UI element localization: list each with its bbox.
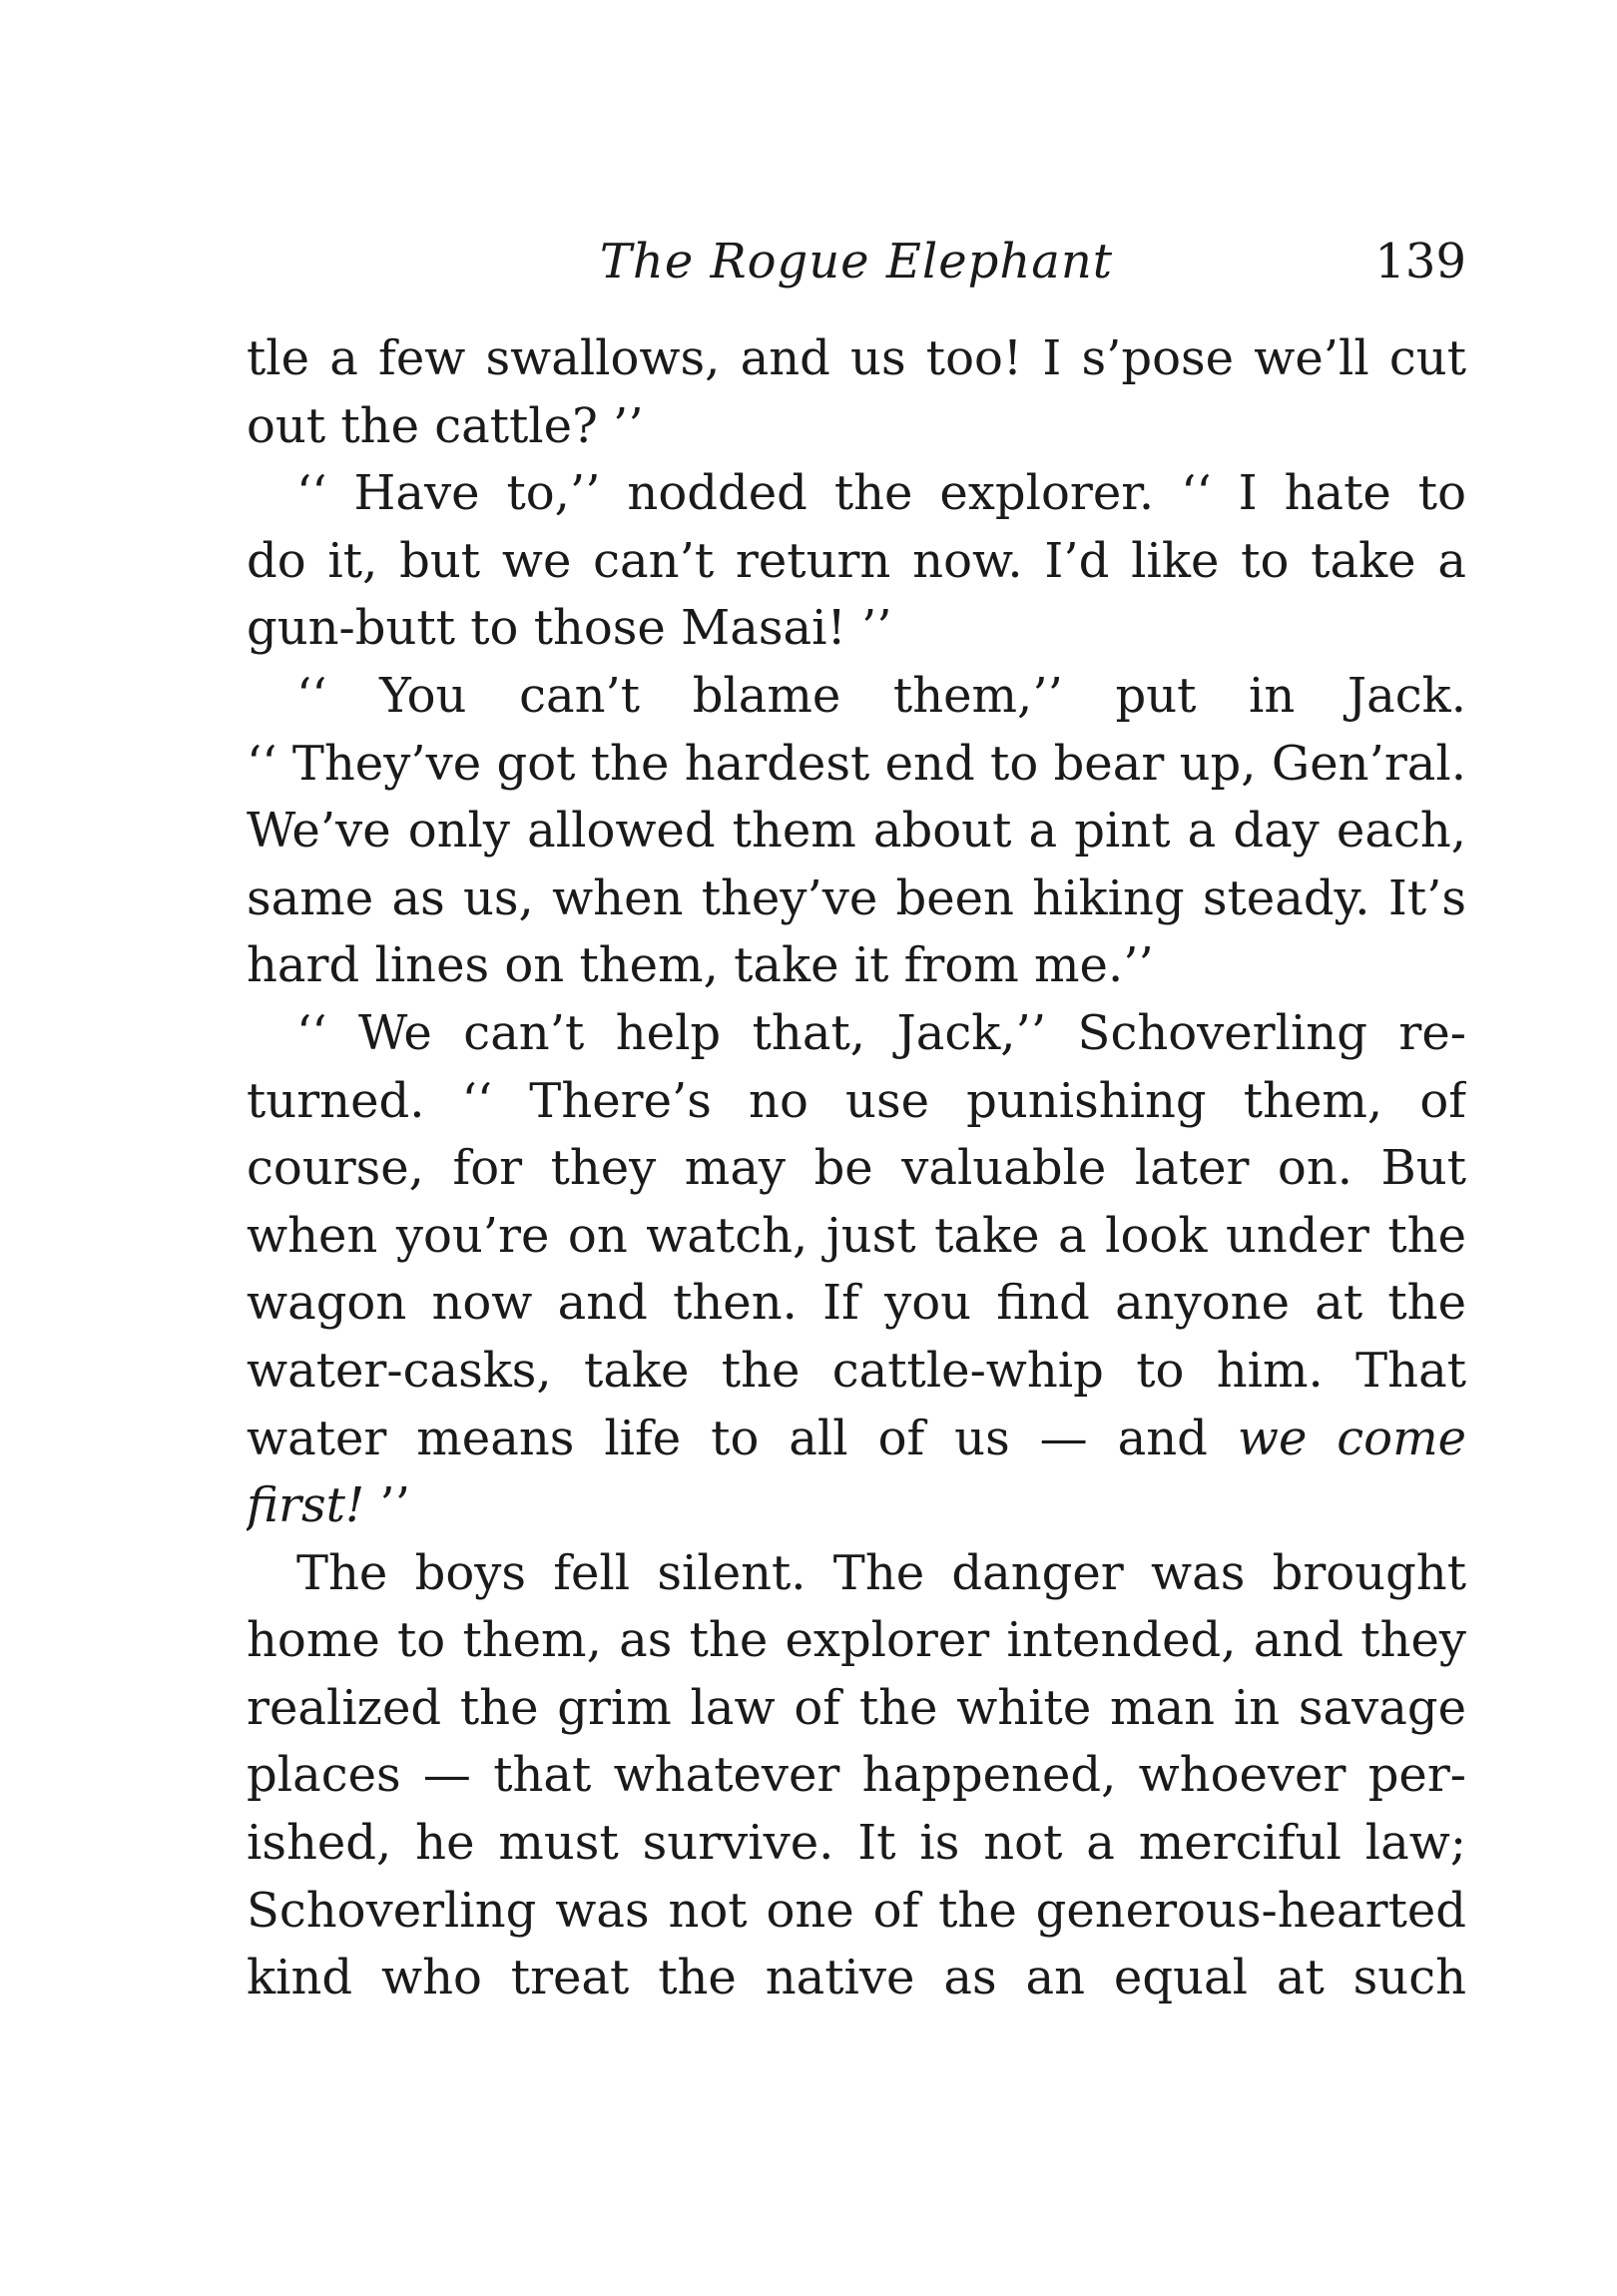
text-line-23: ished, he must survive. It is not a merciful law;	[247, 1815, 1466, 1872]
text-line-18	[247, 1472, 1466, 1540]
text-line-19: The boys fell silent. The danger was brought	[296, 1544, 1466, 1601]
text-line-18-roman: ’’	[364, 1477, 410, 1534]
text-line-14: when you’re on watch, just take a look under the	[247, 1207, 1466, 1264]
text-line-25: kind who treat the native as an equal at such	[247, 1950, 1466, 2007]
text-line-9: same as us, when they’ve been hiking steady. It’s	[247, 869, 1466, 926]
text-line-17-roman: water means life to all of us — and	[247, 1410, 1238, 1466]
text-line-15: wagon now and then. If you find anyone at the	[247, 1275, 1466, 1332]
text-line-2: out the cattle? ’’	[247, 397, 644, 454]
running-title: The Rogue Elephant	[599, 234, 1114, 289]
text-line-3: ‘‘ Have to,’’ nodded the explorer. ‘‘ I hate to	[296, 465, 1466, 522]
text-line-8: We’ve only allowed them about a pint a day each,	[247, 803, 1466, 860]
text-line-12: turned. ‘‘ There’s no use punishing them, of	[247, 1072, 1466, 1129]
text-line-5: gun-butt to those Masai! ’’	[247, 600, 892, 657]
text-line-16: water-casks, take the cattle-whip to him. That	[247, 1342, 1466, 1399]
text-line-18-italic: first!	[247, 1477, 365, 1534]
page-header	[247, 222, 1466, 301]
text-line-4: do it, but we can’t return now. I’d like to take a	[247, 532, 1466, 589]
text-line-10: hard lines on them, take it from me.’’	[247, 937, 1154, 994]
page-number: 139	[1374, 234, 1466, 289]
text-line-11: ‘‘ We can’t help that, Jack,’’ Schoverling re-	[296, 1004, 1466, 1061]
text-line-17-italic: we come	[1237, 1410, 1466, 1466]
text-line-20: home to them, as the explorer intended, and they	[247, 1612, 1466, 1669]
text-line-13: course, for they may be valuable later on. But	[247, 1140, 1466, 1197]
text-line-17	[247, 1406, 1466, 1473]
text-line-21: realized the grim law of the white man in savage	[247, 1679, 1466, 1736]
text-line-7: ‘‘ They’ve got the hardest end to bear up, Gen’ral.	[247, 735, 1466, 792]
text-line-1: tle a few swallows, and us too! I s’pose we’ll cut	[247, 330, 1466, 386]
text-line-22: places — that whatever happened, whoever per-	[247, 1747, 1466, 1804]
text-line-24: Schoverling was not one of the generous-hearted	[247, 1882, 1466, 1939]
text-line-6: ‘‘ You can’t blame them,’’ put in Jack.	[296, 667, 1466, 724]
body-text	[247, 325, 1466, 2012]
